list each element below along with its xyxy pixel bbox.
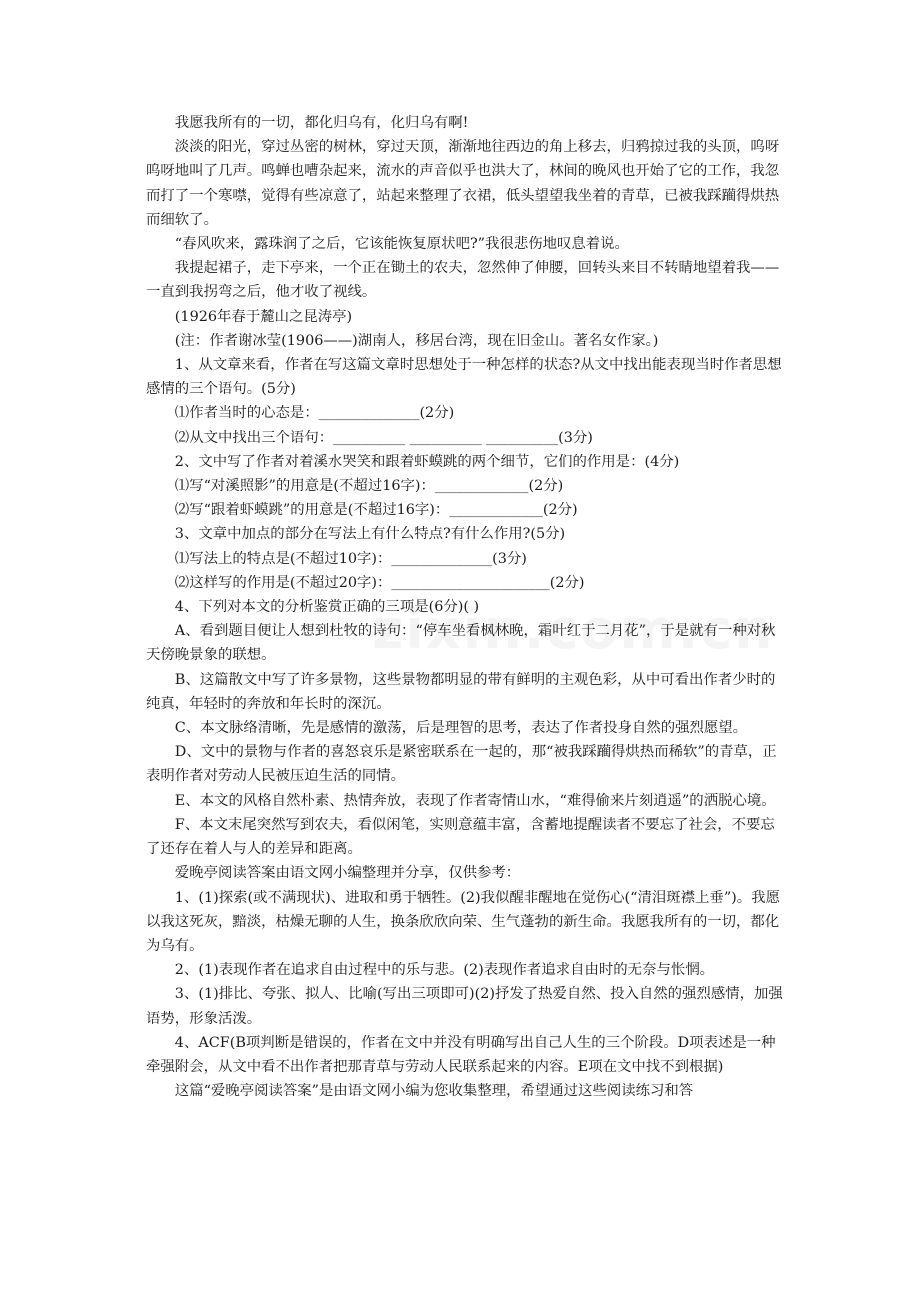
option-b: B、这篇散文中写了许多景物，这些景物都明显的带有鲜明的主观色彩，从中可看出作者少时的纯真，年轻时的奔放和年长时的深沉。 bbox=[146, 671, 776, 712]
option-c: C、本文脉络清晰，先是感情的激荡，后是理智的思考，表达了作者投身自然的强烈愿望。 bbox=[174, 720, 748, 737]
question-2-part-1: ⑴写“对溪照影”的用意是(不超过16字)：_____________(2分) bbox=[174, 478, 564, 495]
question-1-part-1: ⑴作者当时的心态是：______________(2分) bbox=[174, 405, 455, 422]
question-3: 3、文章中加点的部分在写法上有什么特点?有什么作用?(5分) bbox=[174, 526, 566, 543]
answer-intro: 爱晚亭阅读答案由语文网小编整理并分享，仅供参考： bbox=[174, 865, 521, 882]
document-body bbox=[146, 111, 786, 1103]
question-4: 4、下列对本文的分析鉴赏正确的三项是(6分)( ) bbox=[174, 599, 480, 616]
paragraph: 我愿我所有的一切，都化归乌有，化归乌有啊! bbox=[174, 115, 469, 131]
question-3-part-2: ⑵这样写的作用是(不超过20字)：______________________(2分) bbox=[174, 574, 585, 591]
author-note: (注：作者谢冰莹(1906——)湖南人，移居台湾，现在旧金山。著名女作家。) bbox=[174, 332, 659, 349]
answer-4: 4、ACF(B项判断是错误的，作者在文中并没有明确写出自己人生的三个阶段。D项表述是一种牵强附会，从文中看不出作者把那青草与劳动人民联系起来的内容。E项在文中找不到根据) bbox=[146, 1034, 776, 1075]
question-1-part-2: ⑵从文中找出三个语句：__________ __________ __________(3分) bbox=[174, 429, 593, 446]
answer-3: 3、(1)排比、夸张、拟人、比喻(写出三项即可)(2)抒发了热爱自然、投入自然的强烈感情，加强语势，形象活泼。 bbox=[146, 986, 783, 1027]
question-1: 1、从文章来看，作者在写这篇文章时思想处于一种怎样的状态?从文中找出能表现当时作者思想感情的三个语句。(5分) bbox=[146, 357, 782, 398]
question-2-part-2: ⑵写“跟着虾蟆跳”的用意是(不超过16字)：_____________(2分) bbox=[174, 502, 578, 519]
option-a: A、看到题目便让人想到杜牧的诗句：“停车坐看枫林晚，霜叶红于二月花”，于是就有一种对秋天傍晚景象的联想。 bbox=[146, 623, 776, 664]
date-note: (1926年春于麓山之昆涛亭) bbox=[174, 308, 353, 325]
option-f: F、本文末尾突然写到农夫，看似闲笔，实则意蕴丰富，含蓄地提醒读者不要忘了社会，不要忘了还存在着人与人的差异和距离。 bbox=[146, 816, 775, 858]
paragraph: 淡淡的阳光，穿过丛密的树林，穿过天顶，渐渐地往西边的角上移去，归鸦掠过我的头顶，呜呀呜呀地叫了几声。鸣蝉也嘈杂起来，流水的声音似乎也洪大了，林间的晚风也开始了它的工作，我忽而打了一个寒噤，觉得有些凉意了，站起来整理了衣裙，低头望望我坐着的青草，已被我踩躏得烘热而细软了。 bbox=[146, 139, 780, 228]
option-d: D、文中的景物与作者的喜怒哀乐是紧密联系在一起的，那“被我踩躏得烘热而稀软”的青草，正表明作者对劳动人民被压迫生活的同情。 bbox=[146, 744, 777, 785]
closing-paragraph: 这篇“爱晚亭阅读答案”是由语文网小编为您收集整理，希望通过这些阅读练习和答 bbox=[174, 1083, 694, 1100]
question-3-part-1: ⑴写法上的特点是(不超过10字)：______________(3分) bbox=[174, 550, 527, 567]
paragraph: “春风吹来，露珠润了之后，它该能恢复原状吧?”我很悲伤地叹息着说。 bbox=[174, 236, 629, 253]
question-2: 2、文中写了作者对着溪水哭笑和跟着虾蟆跳的两个细节，它们的作用是：(4分) bbox=[174, 453, 680, 470]
answer-2: 2、(1)表现作者在追求自由过程中的乐与悲。(2)表现作者追求自由时的无奈与怅惘。 bbox=[174, 962, 715, 979]
option-e: E、本文的风格自然朴素、热情奔放，表现了作者寄情山水，“难得偷来片刻逍遥”的洒脱心境。 bbox=[174, 792, 776, 809]
paragraph: 我提起裙子，走下亭来，一个正在锄土的农夫，忽然伸了伸腰，回转头来目不转睛地望着我——一直到我拐弯之后，他才收了视线。 bbox=[146, 260, 780, 301]
answer-1: 1、(1)探索(或不满现状)、进取和勇于牺牲。(2)我似醒非醒地在觉伤心(“清泪斑襟上垂”)。我愿以我这死灰，黯淡，枯燥无聊的人生，换条欣欣向荣、生气蓬勃的新生命。我愿我所有的一切，都化为乌有。 bbox=[146, 889, 780, 954]
